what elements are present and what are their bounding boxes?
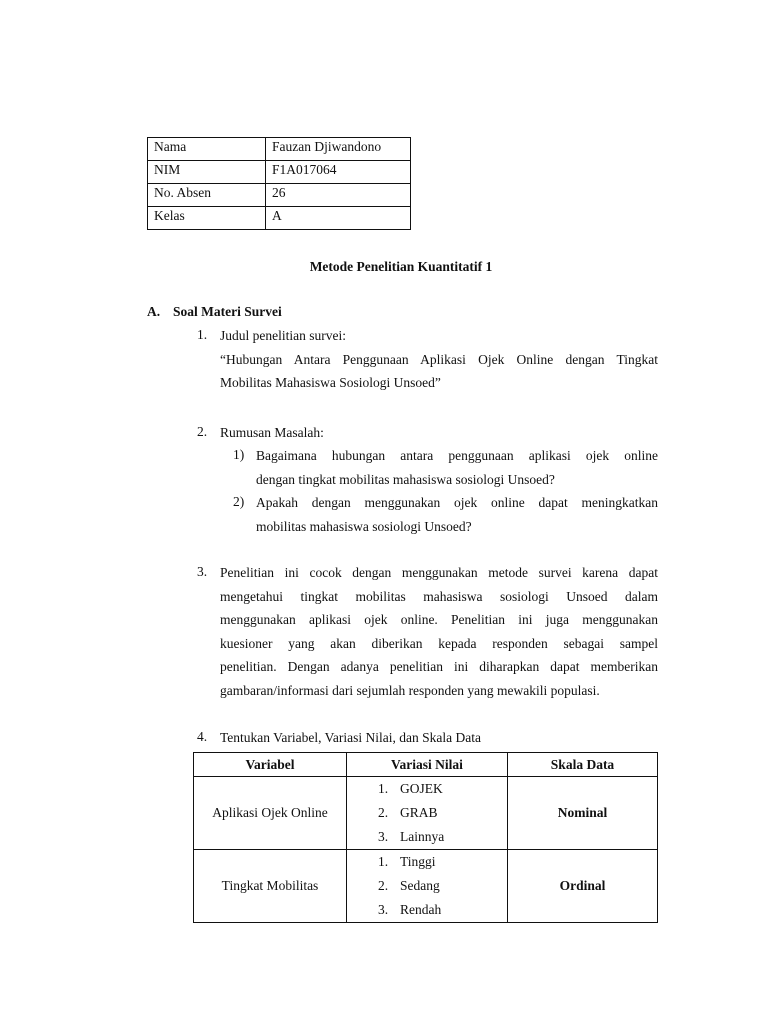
- identity-row-kelas: [148, 207, 411, 230]
- identity-row-absen: [148, 184, 411, 207]
- scale-cell: Ordinal: [508, 850, 658, 923]
- list-item: [347, 898, 507, 922]
- identity-row-nim: [148, 161, 411, 184]
- paragraph-line: “Hubungan Antara Penggunaan Aplikasi Ojek Online dengan Tingkat: [220, 351, 658, 367]
- paragraph-line: Apakah dengan menggunakan ojek online dapat meningkatkan: [256, 495, 658, 510]
- identity-label: No. Absen: [148, 184, 266, 207]
- paragraph-line: mobilitas mahasiswa sosiologi Unsoed?: [256, 518, 472, 534]
- paragraph-line: Mobilitas Mahasiswa Sosiologi Unsoed”: [220, 375, 441, 390]
- paragraph-line: Bagaimana hubungan antara penggunaan aplikasi ojek online: [256, 448, 658, 463]
- table-row: [194, 850, 658, 923]
- list-text: GOJEK: [400, 781, 443, 796]
- item-3-paragraph: [220, 561, 658, 702]
- identity-row-nama: [148, 138, 411, 161]
- scale-cell: Nominal: [508, 777, 658, 850]
- item-heading: Judul penelitian survei:: [220, 328, 346, 343]
- list-text: Rendah: [400, 902, 442, 917]
- list-text: GRAB: [400, 805, 438, 820]
- list-item: [347, 825, 507, 849]
- list-text: Lainnya: [400, 829, 445, 844]
- item-number: 1.: [197, 327, 208, 342]
- paragraph-line: gambaran/informasi dari sejumlah responden yang mewakili populasi.: [220, 682, 600, 698]
- identity-value: 26: [266, 184, 411, 207]
- values-cell: [347, 850, 508, 923]
- identity-table: [147, 137, 411, 230]
- item-1-content: [220, 324, 658, 395]
- section-heading: [147, 304, 282, 320]
- list-item: [347, 874, 507, 898]
- item-heading: Tentukan Variabel, Variasi Nilai, dan Skala Data: [220, 730, 481, 745]
- identity-label: Kelas: [148, 207, 266, 230]
- identity-value: F1A017064: [266, 161, 411, 184]
- list-number: 1.: [378, 854, 389, 869]
- item-number: 4.: [197, 729, 208, 744]
- document-title: Metode Penelitian Kuantitatif 1: [309, 259, 493, 274]
- item-number: 3.: [197, 564, 208, 579]
- sub-item-2: [256, 491, 658, 538]
- list-item: [347, 777, 507, 801]
- values-list: [347, 850, 507, 922]
- paragraph-line: mengetahui tingkat mobilitas mahasiswa sosiologi Unsoed dalam: [220, 588, 658, 604]
- item-number: 2.: [197, 424, 208, 439]
- paragraph-line: penelitian. Dengan adanya penelitian ini diharapkan dapat memberikan: [220, 659, 658, 674]
- list-item: [347, 801, 507, 825]
- sub-item-number: 1): [233, 447, 245, 462]
- variable-cell: Aplikasi Ojek Online: [194, 777, 347, 850]
- variable-table: [193, 752, 658, 923]
- paragraph-line: Penelitian ini cocok dengan menggunakan metode survei karena dapat: [220, 565, 658, 580]
- list-number: 3.: [378, 902, 389, 917]
- list-item: [347, 850, 507, 874]
- list-text: Tinggi: [400, 854, 436, 869]
- list-number: 3.: [378, 829, 389, 844]
- table-header-row: [194, 753, 658, 777]
- section-title: Soal Materi Survei: [173, 304, 282, 319]
- sub-item-number: 2): [233, 494, 245, 509]
- values-cell: [347, 777, 508, 850]
- paragraph-line: kuesioner yang akan diberikan kepada responden sebagai sampel: [220, 635, 658, 651]
- identity-label: Nama: [148, 138, 266, 161]
- paragraph-line: dengan tingkat mobilitas mahasiswa sosiologi Unsoed?: [256, 471, 555, 487]
- column-header-variabel: Variabel: [194, 753, 347, 777]
- list-number: 2.: [378, 805, 389, 820]
- paragraph-line: menggunakan aplikasi ojek online. Penelitian ini juga menggunakan: [220, 612, 658, 627]
- identity-label: NIM: [148, 161, 266, 184]
- column-header-skala-data: Skala Data: [508, 753, 658, 777]
- variable-cell: Tingkat Mobilitas: [194, 850, 347, 923]
- identity-value: Fauzan Djiwandono: [266, 138, 411, 161]
- item-heading: Rumusan Masalah:: [220, 425, 324, 440]
- list-number: 2.: [378, 878, 389, 893]
- column-header-variasi-nilai: Variasi Nilai: [347, 753, 508, 777]
- list-number: 1.: [378, 781, 389, 796]
- identity-value: A: [266, 207, 411, 230]
- table-row: [194, 777, 658, 850]
- sub-item-1: [256, 444, 658, 491]
- list-text: Sedang: [400, 878, 440, 893]
- section-letter: A.: [147, 304, 161, 319]
- values-list: [347, 777, 507, 849]
